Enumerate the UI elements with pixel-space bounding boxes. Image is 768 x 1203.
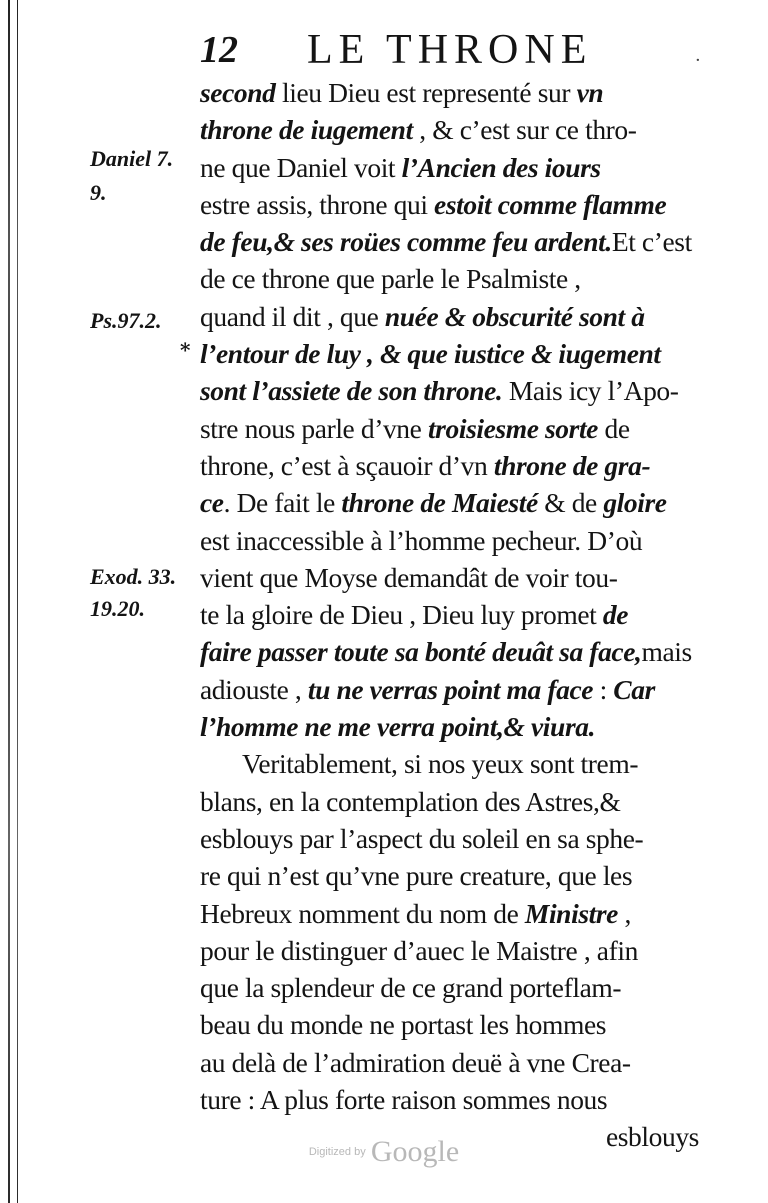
italic-text: l’entour de luy , & que iustice & iugement: [200, 338, 661, 370]
text-run: adiouste ,: [200, 673, 308, 705]
italic-text: ce: [200, 487, 224, 519]
margin-note-psalm: Ps.97.2.: [90, 308, 162, 333]
text-line: [200, 969, 705, 1006]
text-run: Mais icy l’Apo-: [502, 375, 679, 407]
body-text: [200, 74, 705, 1156]
text-line: [200, 186, 705, 223]
running-title: LE THRONE: [307, 27, 593, 73]
text-line: [200, 149, 705, 186]
margin-note-exodus: Exod. 33.: [90, 564, 177, 589]
text-run: de ce throne que parle le Psalmiste ,: [200, 263, 581, 295]
italic-text: Ministre: [524, 897, 618, 929]
text-line: [200, 111, 705, 148]
italic-text: vn: [576, 77, 604, 108]
italic-text: troisiesme sorte: [427, 412, 598, 444]
text-line: [200, 1081, 705, 1118]
text-line: [200, 820, 705, 857]
text-line: [200, 335, 705, 372]
text-line: [200, 298, 705, 335]
italic-text: tu ne verras point ma face: [307, 673, 594, 705]
italic-text: second: [200, 77, 276, 108]
italic-text: Car: [613, 673, 655, 705]
text-run: . De fait le: [223, 487, 342, 519]
page-number: 12: [200, 29, 238, 71]
text-run: esblouys: [605, 1121, 699, 1153]
header-mark: ·: [695, 50, 701, 71]
binding-edge: [8, 0, 22, 1203]
text-line: [200, 522, 705, 559]
italic-text: l’Ancien des iours: [401, 151, 601, 183]
text-line: [200, 74, 705, 111]
text-run: mais: [641, 636, 692, 668]
text-line: [200, 1044, 705, 1081]
text-run: au delà de l’admiration deuë à vne Crea-: [200, 1046, 631, 1078]
text-run: Veritablement, si nos yeux sont trem-: [242, 748, 639, 780]
text-run: Et c’est: [611, 226, 692, 258]
text-run: estre assis, throne qui: [200, 188, 435, 220]
margin-note-daniel-verse: 9.: [90, 180, 107, 205]
text-line: [200, 559, 705, 596]
text-run: ,: [617, 897, 631, 929]
text-run: throne, c’est à sçauoir d’vn: [200, 449, 494, 481]
text-line: [200, 932, 705, 969]
text-run: que la splendeur de ce grand porteflam-: [200, 972, 622, 1004]
text-run: quand il dit , que: [200, 300, 385, 332]
text-run: & de: [537, 487, 604, 519]
text-line: [200, 671, 705, 708]
text-run: est inaccessible à l’homme pecheur. D’où: [200, 524, 643, 556]
text-run: :: [593, 673, 614, 705]
italic-text: de: [602, 599, 629, 631]
text-line: [200, 260, 705, 297]
italic-text: l’homme ne me verra point,& viura.: [200, 711, 596, 743]
binding-line: [17, 0, 18, 1203]
italic-text: throne de Maiesté: [341, 487, 538, 519]
text-line: [200, 410, 705, 447]
digitization-watermark: [0, 1135, 768, 1169]
text-run: Hebreux nomment du nom de: [200, 897, 525, 929]
text-run: te la gloire de Dieu , Dieu luy promet: [200, 599, 603, 631]
text-run: beau du monde ne portast les hommes: [200, 1009, 607, 1041]
text-run: esblouys par l’aspect du soleil en sa sphe-: [200, 822, 644, 854]
text-run: lieu Dieu est representé sur: [275, 77, 577, 108]
watermark-prefix: Digitized by: [308, 1146, 366, 1158]
text-line: [200, 895, 705, 932]
text-line: [200, 596, 705, 633]
text-line: [200, 1006, 705, 1043]
text-run: vient que Moyse demandât de voir tou-: [200, 561, 618, 593]
text-run: ne que Daniel voit: [200, 151, 402, 183]
text-run: ture : A plus forte raison sommes nous: [200, 1084, 608, 1116]
text-line: [200, 447, 705, 484]
text-line: [200, 484, 705, 521]
text-line: [200, 223, 705, 260]
italic-text: de feu,& ses roües comme feu ardent.: [200, 226, 612, 258]
text-line: [200, 372, 705, 409]
italic-text: nuée & obscurité sont à: [384, 300, 645, 332]
watermark-brand: Google: [370, 1135, 460, 1168]
text-line: [200, 783, 705, 820]
margin-note-daniel: Daniel 7.: [90, 146, 174, 171]
italic-text: throne de gra-: [493, 449, 651, 481]
italic-text: estoit comme flamme: [434, 188, 667, 220]
text-line: [200, 745, 705, 782]
binding-line: [8, 0, 10, 1203]
text-run: de: [598, 412, 630, 444]
text-line: [200, 708, 705, 745]
italic-text: sont l’assiete de son throne.: [200, 375, 503, 407]
italic-text: throne de iugement: [200, 114, 413, 146]
text-line: [200, 857, 705, 894]
margin-note-exodus-verse: 19.20.: [90, 596, 145, 621]
text-run: re qui n’est qu’vne pure creature, que les: [200, 860, 633, 892]
text-run: pour le distinguer d’auec le Maistre , afin: [200, 934, 638, 966]
italic-text: faire passer toute sa bonté deuât sa face,: [200, 636, 642, 668]
asterisk-mark: *: [180, 338, 191, 362]
text-run: blans, en la contemplation des Astres,&: [200, 785, 621, 817]
page-header: [195, 27, 701, 78]
italic-text: gloire: [603, 487, 667, 519]
text-run: , & c’est sur ce thro-: [412, 114, 637, 146]
text-line: [200, 633, 705, 670]
text-run: stre nous parle d’vne: [200, 412, 428, 444]
